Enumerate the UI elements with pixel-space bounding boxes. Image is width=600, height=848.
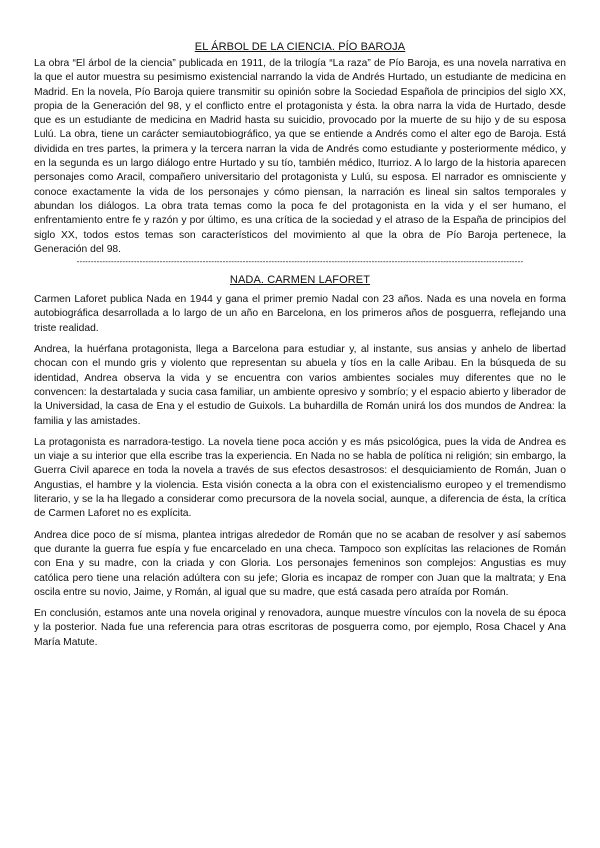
paragraph: Andrea dice poco de sí misma, plantea intrigas alrededor de Román que no se acaban de resolver y así sabemos que durante la guerra fue espía y fue encarcelado en una checa. Tampoco son explícitas las relaciones de Román con Ena y su madre, con la criada y con Gloria. Los personajes femeninos son complejos: Angustias es muy católica pero tiene una relación adúltera con su jefe; Gloria es incapaz de romper con Juan que la maltrata; y Ena oscila entre su novio, Jaime, y Román, al igual que su madre, que está casada pero atraída por Román.: [34, 529, 566, 598]
paragraph: En conclusión, estamos ante una novela original y renovadora, aunque muestre vínculos con la novela de su época y la posterior. Nada fue una referencia para otras escritoras de posguerra como, por ejemplo, Rosa Chacel y Ana María Matute.: [34, 608, 566, 648]
paragraph: Andrea, la huérfana protagonista, llega a Barcelona para estudiar y, al instante, sus ansias y anhelo de libertad chocan con el mundo gris y violento que representan su abuela y tíos en la calle Aribau. En la búsqueda de su identidad, Andrea observa la vida y se encuentra con varios ambientes sociales muy diferentes que no le convencen: la destartalada y sucia casa familiar, un ambiente opresivo y sombrío; y el espacio abierto y liberador de la Universidad, la casa de Ena y el estudio de Guixols. La buhardilla de Román unirá los dos mundos de Andrea: la familia y las amistades.: [34, 344, 566, 427]
section-arbol-de-la-ciencia: [34, 40, 566, 257]
section-nada: [34, 273, 566, 650]
section-divider: ------------------------------------------------------------------------------------------------------------------------------------------------------------: [76, 257, 524, 267]
paragraph: Carmen Laforet publica Nada en 1944 y gana el primer premio Nadal con 23 años. Nada es una novela en forma autobiográfica desarrollada a lo largo de un año en Barcelona, en los primeros años de posguerra, reflejando una triste realidad.: [34, 294, 566, 334]
section-title: EL ÁRBOL DE LA CIENCIA. PÍO BAROJA: [194, 41, 406, 53]
section-title: NADA. CARMEN LAFORET: [229, 274, 371, 287]
paragraph: La protagonista es narradora-testigo. La novela tiene poca acción y es más psicológica, pues la vida de Andrea es un viaje a su interior que ella escribe tras la experiencia. En Nada no se habla de política ni religión; sin embargo, la Guerra Civil aparece en toda la novela a través de sus efectos desastrosos: el desquiciamiento de Román, Juan o Angustias, el hambre y la violencia. Esta visión conecta a la obra con el existencialismo europeo y el tremendismo literario, y se la ha llegado a considerar como precursora de la novela social, aunque, a diferencia de ésta, la crítica de Carmen Laforet no es explícita.: [34, 436, 566, 520]
document-page: [34, 40, 566, 657]
paragraph: La obra “El árbol de la ciencia” publicada en 1911, de la trilogía “La raza” de Pío Baroja, es una novela narrativa en la que el autor muestra su pesimismo existencial narrando la vida de Andrés Hurtado, un estudiante de medicina en Madrid. En la novela, Pío Baroja quiere transmitir su opinión sobre la Sociedad Española de principios del siglo XX, propia de la Generación del 98, y el conflicto entre el protagonista y ésta. la obra narra la vida de Hurtado, desde que es un estudiante de medicina en Madrid hasta su suicidio, provocado por la muerte de su hijo y de su esposa Lulú. La obra, tiene un carácter semiautobiográfico, ya que se entiende a Andrés como el alter ego de Baroja. Está dividida en tres partes, la primera y la tercera narran la vida de Andrés como estudiante y posteriormente médico, y en la segunda es un largo diálogo entre Hurtado y su tío, también médico, Iturrioz. A lo largo de la historia aparecen personajes como Aracil, compañero universitario del protagonista y Lulú, su esposa. El narrador es omnisciente y conoce exactamente la vida de los personajes y cómo piensan, la narración es lineal sin saltos temporales y abundan los diálogos. La obra trata temas como la poca fe del protagonista en la vida y el ser humano, el enfrentamiento entre fe y razón y por último, es una crítica de la sociedad y el atraso de la España de principios del siglo XX, todos estos temas son característicos del movimiento al que la obra de Pío Baroja pertenece, la Generación del 98.: [34, 58, 566, 255]
